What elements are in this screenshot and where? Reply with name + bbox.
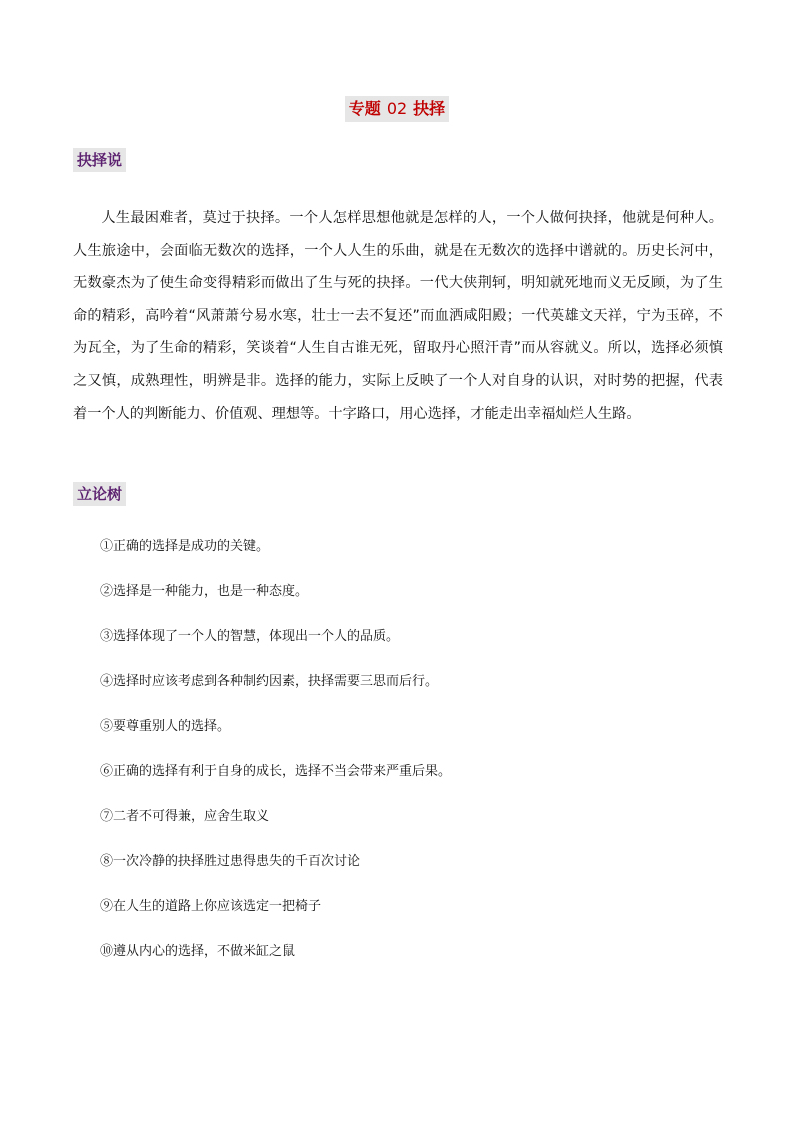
argument-item: ②选择是一种能力，也是一种态度。 bbox=[100, 584, 309, 599]
argument-item: ⑥正确的选择有利于自身的成长，选择不当会带来严重后果。 bbox=[100, 764, 452, 779]
argument-item: ④选择时应该考虑到各种制约因素，抉择需要三思而后行。 bbox=[100, 674, 439, 689]
document-title bbox=[0, 96, 794, 122]
argument-item: ⑧一次冷静的抉择胜过患得患失的千百次讨论 bbox=[100, 854, 361, 869]
argument-item: ⑩遵从内心的选择，不做米缸之鼠 bbox=[100, 944, 296, 959]
argument-list bbox=[100, 537, 451, 987]
argument-item: ⑨在人生的道路上你应该选定一把椅子 bbox=[100, 899, 322, 914]
section-label-intro: 抉择说 bbox=[73, 148, 126, 172]
argument-item: ⑦二者不可得兼，应舍生取义 bbox=[100, 809, 270, 824]
argument-item: ①正确的选择是成功的关键。 bbox=[100, 539, 270, 554]
section-label-arguments: 立论树 bbox=[73, 482, 126, 506]
intro-paragraph: 人生最困难者，莫过于抉择。一个人怎样思想他就是怎样的人，一个人做何抉择，他就是何种人。人生旅途中，会面临无数次的选择，一个人人生的乐曲，就是在无数次的选择中谱就的。历史长河中，无数豪杰为了使生命变得精彩而做出了生与死的抉择。一代大侠荆轲，明知就死地而义无反顾，为了生命的精彩，高吟着“风萧萧兮易水寒，壮士一去不复还”而血洒咸阳殿；一代英雄文天祥，宁为玉碎，不为瓦全，为了生命的精彩，笑谈着“人生自古谁无死，留取丹心照汗青”而从容就义。所以，选择必须慎之又慎，成熟理性，明辨是非。选择的能力，实际上反映了一个人对自身的认识，对时势的把握，代表着一个人的判断能力、价值观、理想等。十字路口，用心选择，才能走出幸福灿烂人生路。 bbox=[73, 210, 723, 422]
title-number: 02 bbox=[386, 99, 408, 118]
argument-item: ③选择体现了一个人的智慧，体现出一个人的品质。 bbox=[100, 629, 400, 644]
title-topic: 抉择 bbox=[413, 99, 446, 118]
title-prefix: 专题 bbox=[348, 99, 381, 118]
title-highlight bbox=[345, 96, 449, 122]
argument-item: ⑤要尊重别人的选择。 bbox=[100, 719, 231, 734]
